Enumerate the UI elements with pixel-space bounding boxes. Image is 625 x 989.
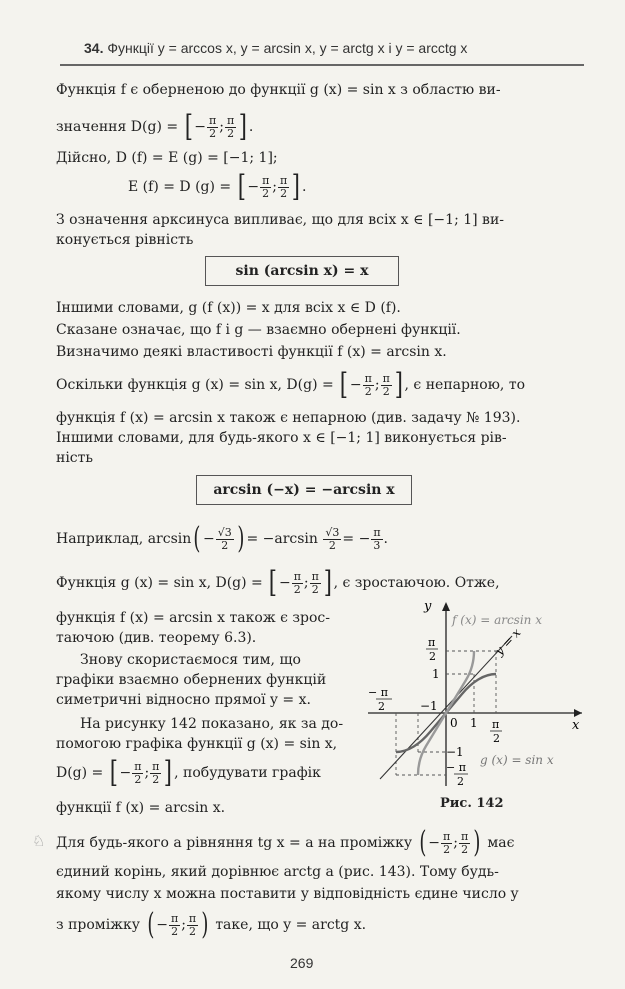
text-line: Сказане означає, що f і g — взаємно обернені функції. xyxy=(56,322,461,338)
tick-2-y: 2 xyxy=(429,650,436,663)
tick-2-mx: 2 xyxy=(378,700,385,713)
tick-mpi-x: − π xyxy=(368,686,388,699)
text-line: Дійсно, D (f) = E (g) = [−1; 1]; xyxy=(56,150,278,166)
margin-mark-icon: ♘ xyxy=(32,832,46,850)
page-number: 269 xyxy=(290,955,314,971)
text-line: D(g) = [ − $\frac{\pi}{2}$ ; $\frac{\pi}{2}$ ] , побудувати графік xyxy=(56,755,321,790)
y-label: y xyxy=(424,599,432,614)
section-number: 34. xyxy=(84,40,104,56)
text-line: значення D(g) = [ − $\frac{\pi}{2}$ ; $\frac{\pi}{2}$ ] . xyxy=(56,109,254,144)
x-arrow xyxy=(574,709,582,717)
figure-caption: Рис. 142 xyxy=(440,796,504,811)
text-line: Для будь-якого a рівняння tg x = a на проміжку ( − $\frac{\pi}{2}$ ; $\frac{\pi}{2}$ ) має xyxy=(56,825,515,860)
tick-mpi-y: − π xyxy=(446,761,466,774)
text-line: функції f (x) = arcsin x. xyxy=(56,800,226,816)
text-line: таючою (див. теорему 6.3). xyxy=(56,630,257,646)
text-line: Оскільки функція g (x) = sin x, D(g) = [ − $\frac{\pi}{2}$ ; $\frac{\pi}{2}$ ] , є непарною, то xyxy=(56,367,526,402)
text-line: Наприклад, arcsin( − $\frac{√3}{2}$ ) = −arcsin $\frac{√3}{2}$ = − $\frac{\pi}{3}$ . xyxy=(56,521,388,556)
f-label: f (x) = arcsin x xyxy=(452,613,542,627)
formula-box: sin (arcsin x) = x xyxy=(205,256,399,286)
tick-0: 0 xyxy=(450,716,458,730)
tick-pi-y: π xyxy=(428,636,436,649)
text-line: єдиний корінь, який дорівнює arctg a (рис. 143). Тому будь- xyxy=(56,864,499,880)
text-line: графіки взаємно обернених функцій xyxy=(56,672,327,688)
yx-label: y = x xyxy=(491,625,524,659)
y-arrow xyxy=(442,602,450,611)
tick-pi-x: π xyxy=(492,718,500,731)
text-line: Функція f є оберненою до функції g (x) = sin x з областю ви- xyxy=(56,82,501,98)
text-line: Іншими словами, для будь-якого x ∈ [−1; 1] виконується рів- xyxy=(56,430,507,446)
formula-box: arcsin (−x) = −arcsin x xyxy=(196,475,412,505)
tick-m1-y: −1 xyxy=(446,745,464,759)
tick-1-x: 1 xyxy=(470,716,478,730)
text-line: З означення арксинуса випливає, що для всіх x ∈ [−1; 1] ви- xyxy=(56,212,504,228)
tick-m1-x: −1 xyxy=(420,699,438,713)
text-line: з проміжку ( − $\frac{\pi}{2}$ ; $\frac{\pi}{2}$ ) таке, що y = arctg x. xyxy=(56,907,367,942)
g-label: g (x) = sin x xyxy=(480,753,554,767)
text-line: E (f) = D (g) = [ − $\frac{\pi}{2}$ ; $\frac{\pi}{2}$ ] . xyxy=(128,169,307,204)
text-line: конується рівність xyxy=(56,232,194,248)
running-header xyxy=(84,40,584,56)
section-title: Функції y = arccos x, y = arcsin x, y = arctg x і y = arcctg x xyxy=(107,40,468,56)
figure-142 xyxy=(360,596,590,791)
tick-1-y: 1 xyxy=(432,667,440,681)
text-line: якому числу x можна поставити у відповідність єдине число y xyxy=(56,886,519,902)
text-line: Функція g (x) = sin x, D(g) = [ − $\frac{\pi}{2}$ ; $\frac{\pi}{2}$ ] , є зростаючою. Отже, xyxy=(56,565,500,600)
text-line: функція f (x) = arcsin x також є зрос- xyxy=(56,610,330,626)
tick-2-x: 2 xyxy=(493,732,500,745)
text-line: симетричні відносно прямої y = x. xyxy=(56,692,311,708)
tick-2-my: 2 xyxy=(457,775,464,788)
text-line: функція f (x) = arcsin x також є непарною (див. задачу № 193). xyxy=(56,410,521,426)
x-label: x xyxy=(572,718,580,733)
text-line: Визначимо деякі властивості функції f (x) = arcsin x. xyxy=(56,344,447,360)
text-line: Знову скористаємося тим, що xyxy=(80,652,301,668)
text-line: На рисунку 142 показано, як за до- xyxy=(80,716,344,732)
text-line: помогою графіка функції g (x) = sin x, xyxy=(56,736,338,752)
text-line: ність xyxy=(56,450,94,466)
text-line: Іншими словами, g (f (x)) = x для всіх x ∈ D (f). xyxy=(56,300,401,316)
header-rule xyxy=(60,64,584,66)
